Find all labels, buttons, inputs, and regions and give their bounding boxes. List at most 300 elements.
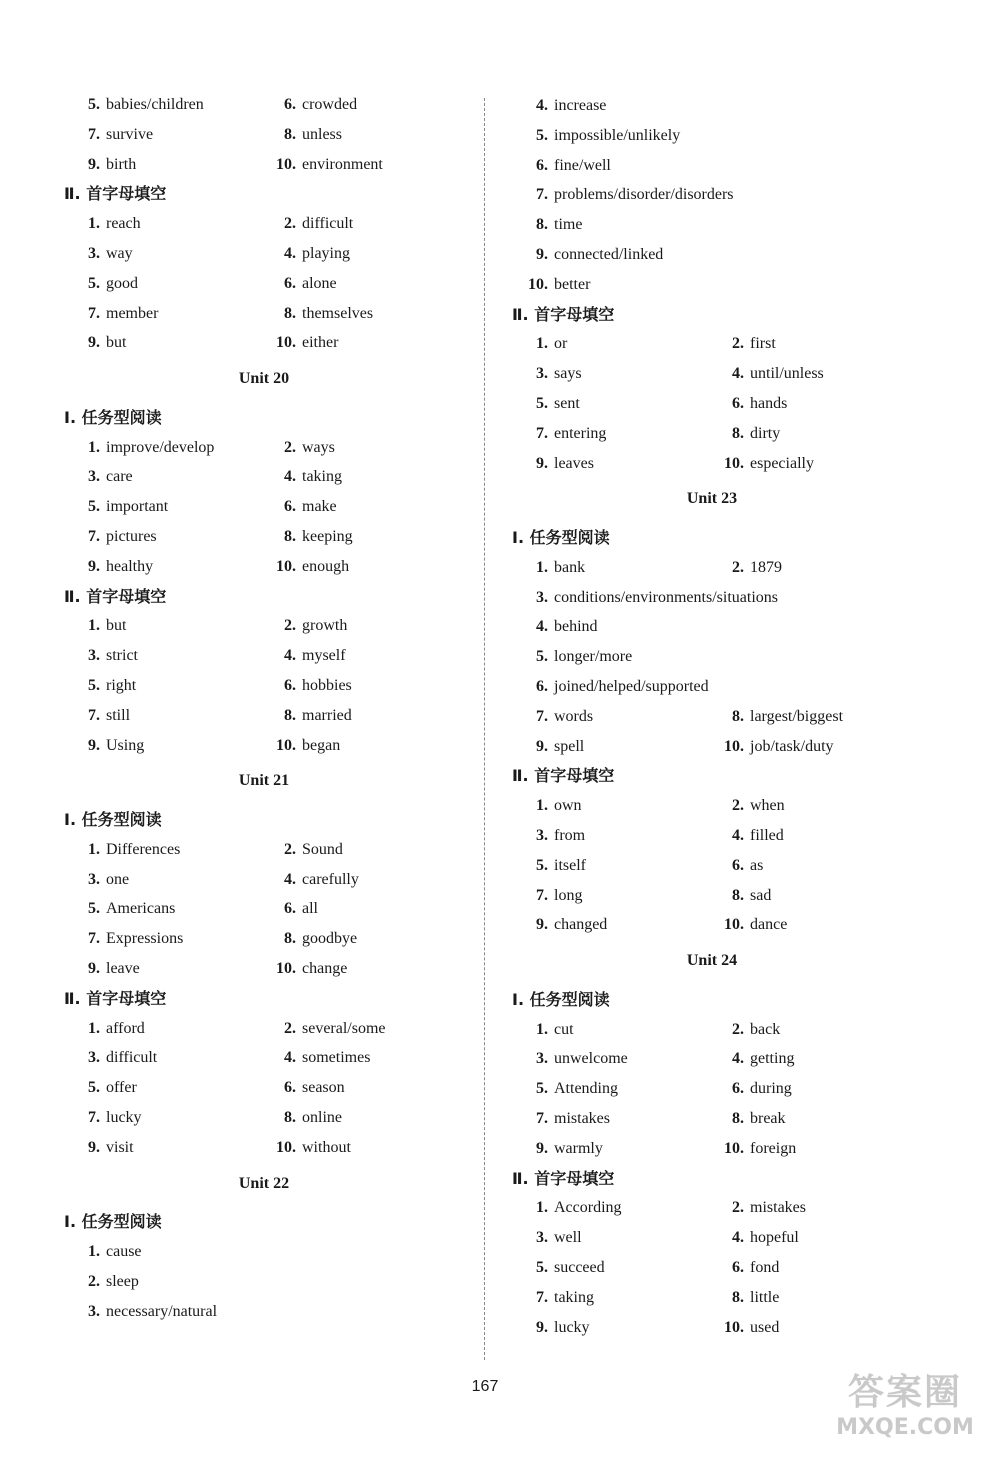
answer-text: taking	[302, 468, 342, 486]
answer-text: back	[750, 1020, 781, 1038]
answer-item	[708, 1139, 796, 1159]
answer-item	[260, 274, 337, 294]
answer-number: 7.	[88, 706, 100, 724]
answer-text: sent	[554, 395, 580, 412]
answer-text: myself	[302, 647, 346, 665]
unit-title: Unit 22	[238, 1174, 290, 1192]
answer-text: married	[302, 706, 352, 724]
answer-item	[260, 467, 342, 487]
answer-text: difficult	[302, 215, 354, 233]
watermark-bottom: MXQE.COM	[836, 1415, 974, 1440]
answer-text: increase	[554, 97, 607, 114]
section-heading: Ⅰ. 任务型阅读	[64, 1212, 162, 1232]
answer-item	[64, 1108, 142, 1128]
answer-item	[708, 1079, 792, 1099]
answer-text: visit	[106, 1138, 134, 1156]
answer-item	[708, 707, 843, 727]
answer-text: largest/biggest	[750, 707, 844, 725]
answer-text: hobbies	[302, 677, 352, 694]
answer-item	[512, 394, 580, 414]
answer-number: 3.	[536, 365, 548, 383]
answer-item	[64, 870, 129, 890]
answer-number: 9.	[88, 557, 100, 575]
column-divider	[484, 98, 485, 1360]
answer-item	[512, 156, 611, 176]
answer-text: break	[750, 1110, 786, 1127]
answer-number: 10.	[276, 334, 296, 352]
answer-text: either	[302, 334, 339, 352]
section-heading: Ⅰ. 任务型阅读	[64, 407, 162, 427]
answer-number: 9.	[536, 1318, 548, 1336]
answer-number: 2.	[88, 1272, 100, 1290]
answer-number: 1.	[536, 335, 548, 353]
answer-text: healthy	[106, 557, 154, 575]
answer-text: Attending	[554, 1080, 618, 1098]
answer-item	[260, 438, 335, 458]
answer-text: growth	[302, 617, 348, 635]
answer-text: job/task/duty	[750, 737, 834, 755]
answer-number: 1.	[88, 1019, 100, 1037]
answer-item	[512, 1109, 610, 1129]
answer-text: cause	[106, 1243, 142, 1260]
answer-item	[64, 899, 175, 919]
answer-text: still	[106, 706, 131, 724]
answer-item	[260, 646, 346, 666]
answer-item	[512, 1198, 622, 1218]
answer-text: changed	[554, 916, 608, 934]
answer-item	[64, 1302, 217, 1322]
answer-number: 2.	[284, 215, 296, 233]
answer-number: 8.	[732, 1110, 744, 1127]
answer-text: hopeful	[750, 1229, 799, 1247]
answer-number: 9.	[88, 155, 100, 173]
answer-number: 6.	[284, 677, 296, 694]
answer-text: well	[554, 1229, 582, 1247]
answer-number: 8.	[284, 706, 296, 724]
answer-number: 2.	[284, 438, 296, 456]
answer-number: 2.	[284, 617, 296, 635]
answer-number: 4.	[284, 1049, 296, 1067]
answer-number: 7.	[88, 528, 100, 545]
answer-item	[512, 215, 582, 235]
answer-text: little	[750, 1288, 780, 1306]
answer-text: unless	[302, 125, 342, 143]
answer-number: 6.	[732, 1259, 744, 1276]
answer-text: from	[554, 827, 586, 844]
answer-item	[64, 1242, 142, 1262]
unit-title: Unit 24	[686, 952, 738, 970]
answer-number: 4.	[732, 365, 744, 383]
answer-text: foreign	[750, 1139, 797, 1157]
answer-item	[708, 1258, 779, 1278]
answer-text: Americans	[106, 900, 176, 918]
answer-number: 1.	[88, 1243, 100, 1260]
answer-number: 5.	[88, 274, 100, 292]
answer-number: 1.	[88, 617, 100, 635]
watermark-logo	[820, 1373, 990, 1453]
answer-item	[260, 736, 340, 756]
answer-text: sometimes	[302, 1049, 371, 1067]
answer-number: 1.	[88, 438, 100, 456]
answer-item	[260, 929, 357, 949]
answer-text: own	[554, 797, 582, 815]
answer-item	[708, 1318, 779, 1338]
answer-item	[64, 676, 136, 696]
answer-item	[708, 1228, 799, 1248]
answer-item	[708, 1288, 779, 1308]
answer-item	[260, 1048, 370, 1068]
answer-text: sad	[750, 886, 772, 904]
answer-item	[64, 1019, 145, 1039]
answer-number: 7.	[88, 930, 100, 948]
answer-number: 3.	[536, 827, 548, 844]
answer-item	[64, 1078, 137, 1098]
answer-text: care	[106, 468, 133, 486]
answer-number: 3.	[88, 1049, 100, 1067]
answer-number: 10.	[724, 454, 744, 472]
answer-number: 1.	[88, 215, 100, 233]
answer-number: 4.	[536, 618, 548, 636]
answer-number: 4.	[284, 647, 296, 665]
answer-text: words	[554, 707, 594, 725]
answer-item	[260, 1138, 351, 1158]
answer-text: online	[302, 1109, 342, 1126]
answer-number: 10.	[276, 557, 296, 575]
answer-number: 9.	[536, 246, 548, 263]
answer-item	[64, 736, 144, 756]
answer-text: lucky	[554, 1318, 590, 1336]
answer-text: According	[554, 1199, 622, 1217]
answer-text: warmly	[554, 1139, 603, 1157]
answer-text: member	[106, 304, 159, 322]
answer-number: 9.	[88, 736, 100, 754]
answer-text: carefully	[302, 870, 359, 888]
answer-text: long	[554, 886, 583, 904]
answer-number: 10.	[276, 1138, 296, 1156]
answer-number: 7.	[536, 186, 548, 204]
answer-number: 9.	[88, 1138, 100, 1156]
answer-item	[708, 886, 771, 906]
answer-text: itself	[554, 856, 586, 874]
answer-number: 3.	[88, 870, 100, 888]
answer-number: 8.	[536, 216, 548, 234]
answer-item	[64, 1272, 139, 1292]
answer-text: first	[750, 335, 776, 353]
answer-number: 3.	[536, 1229, 548, 1247]
answer-item	[512, 126, 680, 146]
answer-item	[708, 826, 784, 846]
answer-item	[260, 497, 337, 517]
page-number: 167	[471, 1378, 499, 1395]
answer-text: mistakes	[554, 1110, 610, 1127]
answer-text: but	[106, 617, 127, 635]
answer-text: began	[302, 736, 341, 754]
answer-item	[708, 334, 776, 354]
section-heading: Ⅱ. 首字母填空	[512, 304, 615, 324]
answer-item	[260, 870, 359, 890]
answer-number: 3.	[88, 1302, 100, 1320]
answer-text: mistakes	[750, 1199, 806, 1217]
answer-number: 7.	[536, 707, 548, 725]
answer-text: pictures	[106, 528, 157, 545]
answer-item	[64, 959, 140, 979]
answer-number: 4.	[284, 245, 296, 262]
answer-number: 6.	[284, 900, 296, 918]
answer-number: 6.	[284, 274, 296, 292]
answer-item	[64, 244, 133, 264]
answer-text: leave	[106, 960, 140, 977]
answer-number: 6.	[732, 856, 744, 874]
answer-text: lucky	[106, 1109, 142, 1126]
answer-text: impossible/unlikely	[554, 126, 681, 144]
answer-text: alone	[302, 274, 337, 292]
answer-item	[64, 497, 168, 517]
answer-text: change	[302, 960, 348, 977]
answer-number: 4.	[732, 827, 744, 844]
answer-number: 10.	[724, 1318, 744, 1336]
answer-item	[512, 707, 593, 727]
answer-number: 5.	[88, 900, 100, 918]
answer-item	[64, 274, 138, 294]
answer-item	[512, 915, 607, 935]
answer-number: 2.	[284, 840, 296, 858]
answer-text: several/some	[302, 1019, 386, 1037]
answer-item	[512, 1049, 628, 1069]
answer-text: as	[750, 856, 764, 874]
answer-item	[260, 155, 383, 175]
answer-item	[260, 899, 318, 919]
answer-number: 7.	[536, 1288, 548, 1306]
answer-item	[512, 334, 567, 354]
answer-number: 9.	[88, 960, 100, 977]
answer-item	[512, 617, 598, 637]
answer-item	[64, 929, 183, 949]
answer-text: spell	[554, 737, 585, 755]
answer-text: 1879	[750, 558, 782, 576]
answer-item	[512, 96, 606, 116]
answer-item	[260, 1108, 342, 1128]
answer-item	[512, 677, 709, 697]
answer-text: filled	[750, 827, 784, 844]
answer-number: 7.	[88, 1109, 100, 1126]
answer-text: cut	[554, 1020, 574, 1038]
answer-text: problems/disorder/disorders	[554, 186, 734, 204]
answer-text: ways	[302, 438, 335, 456]
section-heading: Ⅰ. 任务型阅读	[512, 528, 610, 547]
answer-item	[260, 95, 357, 115]
answer-text: crowded	[302, 96, 358, 113]
answer-text: afford	[106, 1019, 145, 1037]
answer-item	[512, 737, 584, 757]
answer-number: 3.	[88, 468, 100, 486]
answer-number: 10.	[724, 1139, 744, 1157]
answer-item	[260, 304, 373, 324]
answer-text: conditions/environments/situations	[554, 588, 778, 606]
answer-text: hands	[750, 395, 788, 412]
answer-item	[708, 394, 787, 414]
answer-item	[64, 840, 180, 860]
answer-text: make	[302, 498, 337, 516]
section-heading: Ⅱ. 首字母填空	[512, 1168, 615, 1188]
answer-number: 4.	[284, 870, 296, 888]
answer-item	[512, 588, 778, 608]
answer-text: time	[554, 216, 583, 234]
answer-item	[260, 959, 347, 979]
answer-text: dance	[750, 916, 788, 934]
answer-text: better	[554, 275, 591, 293]
answer-text: environment	[302, 155, 383, 173]
answer-number: 1.	[88, 840, 100, 858]
answer-text: themselves	[302, 304, 374, 322]
answer-item	[260, 706, 352, 726]
section-heading: Ⅱ. 首字母填空	[64, 586, 167, 606]
answer-item	[260, 1078, 345, 1098]
answer-item	[64, 438, 214, 458]
answer-item	[64, 214, 141, 234]
answer-item	[64, 467, 133, 487]
answer-text: especially	[750, 454, 814, 472]
answer-text: difficult	[106, 1049, 158, 1067]
answer-item	[708, 558, 782, 578]
answer-text: fond	[750, 1259, 780, 1276]
answer-number: 3.	[88, 647, 100, 665]
answer-text: unwelcome	[554, 1050, 628, 1068]
answer-number: 5.	[88, 1079, 100, 1097]
watermark-top: 答案圈	[847, 1372, 962, 1413]
answer-item	[260, 125, 342, 145]
answer-text: succeed	[554, 1259, 605, 1276]
section-heading: Ⅱ. 首字母填空	[64, 184, 167, 204]
answer-item	[64, 155, 136, 175]
answer-number: 3.	[536, 1050, 548, 1068]
answer-text: enough	[302, 557, 350, 575]
answer-number: 8.	[732, 707, 744, 725]
unit-title: Unit 21	[238, 772, 290, 790]
answer-item	[512, 1079, 618, 1099]
answer-item	[512, 647, 632, 667]
answer-item	[512, 1288, 594, 1308]
answer-item	[64, 706, 130, 726]
answer-item	[512, 1020, 574, 1040]
answer-number: 8.	[284, 1109, 296, 1126]
answer-text: entering	[554, 424, 607, 442]
answer-number: 2.	[732, 558, 744, 576]
answer-text: keeping	[302, 528, 353, 545]
answer-text: strict	[106, 647, 138, 665]
answer-number: 9.	[536, 454, 548, 472]
answer-number: 7.	[536, 886, 548, 904]
answer-text: fine/well	[554, 156, 611, 174]
answer-text: way	[106, 245, 133, 262]
answer-item	[512, 1139, 603, 1159]
answer-item	[512, 185, 734, 205]
answer-number: 8.	[284, 930, 296, 948]
answer-item	[260, 676, 352, 696]
answer-number: 10.	[276, 155, 296, 173]
answer-item	[260, 527, 353, 547]
answer-item	[512, 558, 585, 578]
answer-item	[708, 856, 763, 876]
answer-text: leaves	[554, 454, 594, 472]
answer-text: offer	[106, 1079, 137, 1097]
answer-number: 9.	[536, 737, 548, 755]
answer-item	[260, 333, 338, 353]
answer-text: necessary/natural	[106, 1302, 218, 1320]
answer-item	[260, 214, 353, 234]
answer-item	[64, 95, 204, 115]
answer-text: behind	[554, 618, 598, 636]
answer-text: longer/more	[554, 648, 633, 666]
answer-item	[708, 454, 814, 474]
answer-number: 10.	[276, 960, 296, 977]
answer-text: but	[106, 334, 127, 352]
answer-number: 7.	[88, 304, 100, 322]
answer-item	[64, 333, 126, 353]
answer-text: right	[106, 677, 137, 694]
answer-number: 5.	[536, 395, 548, 412]
answer-number: 5.	[536, 856, 548, 874]
answer-number: 4.	[536, 97, 548, 114]
answer-number: 2.	[732, 1199, 744, 1217]
answer-item	[708, 737, 834, 757]
answer-text: one	[106, 870, 130, 888]
answer-number: 10.	[276, 736, 296, 754]
answer-number: 5.	[88, 677, 100, 694]
answer-number: 6.	[732, 395, 744, 412]
answer-text: important	[106, 498, 169, 516]
unit-title: Unit 20	[238, 370, 290, 388]
answer-text: taking	[554, 1288, 594, 1306]
answer-number: 7.	[536, 1110, 548, 1127]
answer-number: 5.	[536, 1080, 548, 1098]
answer-number: 5.	[536, 126, 548, 144]
answer-text: without	[302, 1138, 351, 1156]
answer-text: season	[302, 1079, 345, 1097]
answer-number: 4.	[732, 1229, 744, 1247]
answer-item	[708, 364, 824, 384]
answer-item	[708, 1020, 780, 1040]
answer-text: improve/develop	[106, 438, 215, 456]
answer-number: 8.	[732, 886, 744, 904]
answer-item	[512, 1318, 590, 1338]
answer-item	[708, 915, 787, 935]
answer-item	[512, 886, 582, 906]
answer-item	[708, 1049, 794, 1069]
answer-item	[708, 1198, 806, 1218]
answer-text: until/unless	[750, 365, 824, 383]
answer-number: 9.	[536, 916, 548, 934]
answer-item	[64, 527, 157, 547]
answer-number: 2.	[284, 1019, 296, 1037]
answer-number: 8.	[284, 528, 296, 545]
answer-text: dirty	[750, 424, 781, 442]
answer-text: goodbye	[302, 930, 358, 948]
answer-text: during	[750, 1080, 792, 1098]
answer-item	[512, 1258, 605, 1278]
answer-text: connected/linked	[554, 246, 664, 263]
answer-item	[64, 646, 138, 666]
answer-number: 2.	[732, 1020, 744, 1038]
answer-number: 5.	[88, 96, 100, 113]
answer-text: says	[554, 365, 582, 383]
answer-text: bank	[554, 558, 586, 576]
answer-number: 6.	[536, 678, 548, 695]
section-heading: Ⅰ. 任务型阅读	[64, 810, 162, 829]
answer-number: 10.	[528, 275, 548, 293]
answer-number: 6.	[536, 156, 548, 174]
answer-number: 4.	[732, 1050, 744, 1068]
answer-number: 8.	[284, 304, 296, 322]
